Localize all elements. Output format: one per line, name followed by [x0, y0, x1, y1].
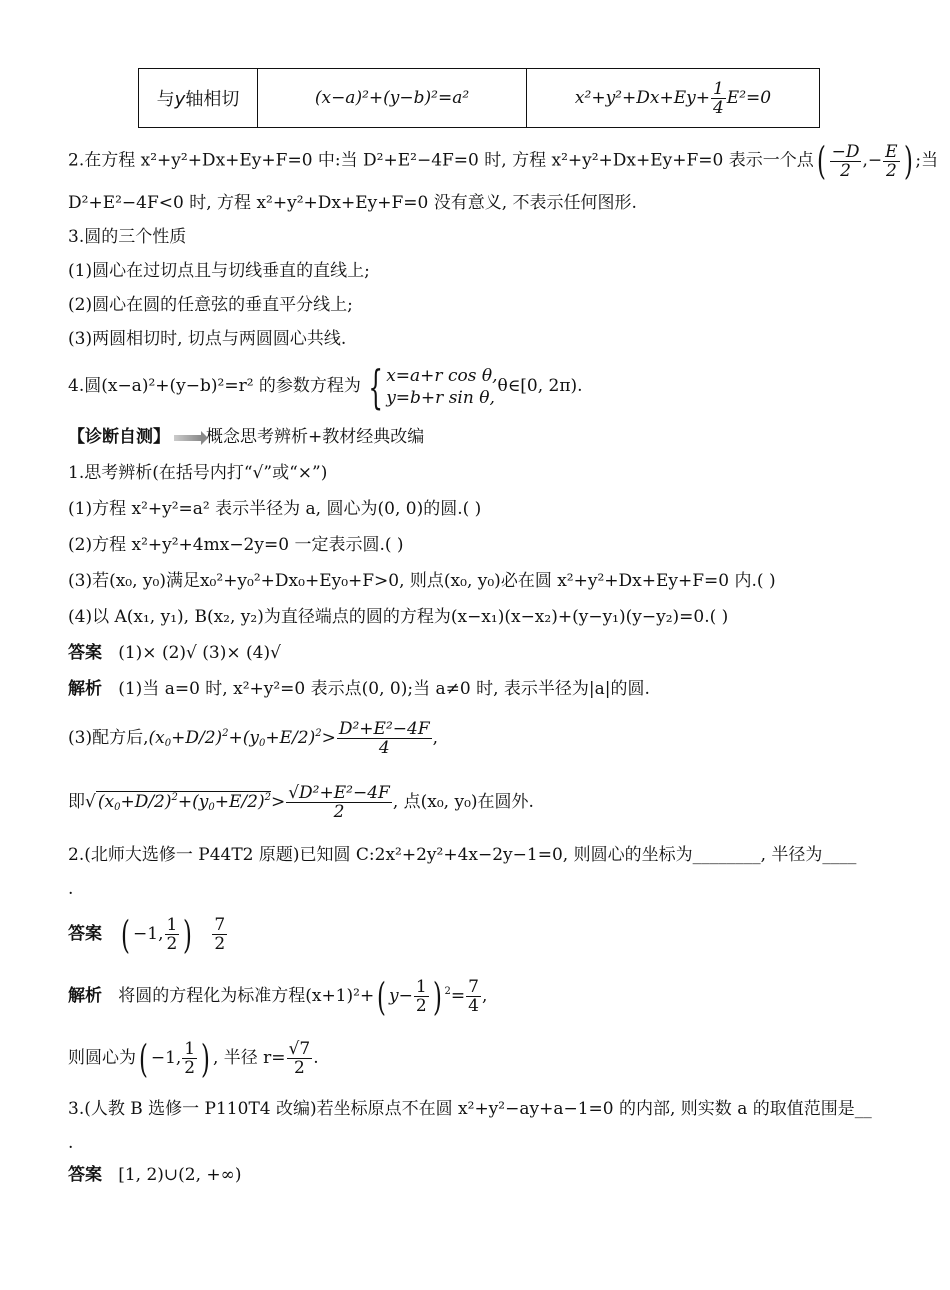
- para-3-title: 3.圆的三个性质: [68, 227, 187, 247]
- para-2-line1: [68, 139, 939, 183]
- p2-sep: ,−: [862, 150, 883, 171]
- q2-line2-mid: , 半径 r=: [212, 1048, 286, 1068]
- param-row-2: y=b+r sin θ,: [386, 387, 495, 408]
- q3-answer-text: [1, 2)∪(2, +∞): [118, 1165, 242, 1185]
- table-row: [139, 69, 820, 128]
- q1-analysis-3b-pre: 即: [68, 792, 85, 812]
- q3-dot: .: [68, 1133, 74, 1153]
- circle-equation-table: [138, 68, 820, 128]
- brace-icon: {: [368, 359, 383, 414]
- q1-analysis-3: (3)配方后$,(x_0+D/2)^2+(y_0+E/2)^2>$ $\frac{\text{D²+E²−4F}}{4}$ ,: [68, 719, 439, 758]
- q2-ans-frac: [165, 916, 180, 953]
- p2-line1-end: ;当: [915, 150, 939, 171]
- table-label-post: 轴相切: [185, 89, 240, 110]
- q1-analysis-3-num: D²+E²−4F: [338, 719, 430, 739]
- q2-analysis-rhs-num: 7: [468, 977, 479, 997]
- q2-analysis-rhs-den: 4: [468, 996, 479, 1016]
- q2-analysis-frac: [414, 978, 429, 1015]
- q2-line2-r-den: 2: [293, 1058, 305, 1078]
- q2-analysis-pre: 将圆的方程化为标准方程(x+1)²+: [118, 986, 375, 1006]
- table-standard-equation: [258, 69, 527, 128]
- q2-ans-r-den: 2: [214, 934, 226, 954]
- gen-eq-post: E²=0: [726, 87, 772, 108]
- answer-label: 答案: [68, 924, 102, 944]
- q2-line2-r-num: √7: [288, 1039, 311, 1059]
- p2-line1-text: 2.在方程 x²+y²+Dx+Ey+F=0 中:当 D²+E²−4F=0 时, 方程 x²+y²+Dx+Ey+F=0 表示一个点: [68, 150, 814, 171]
- std-eq-text: (x−a)²+(y−b)²=a²: [314, 88, 470, 108]
- q2-line2-frac: $\frac{1}{2}$: [184, 1039, 196, 1078]
- gen-eq-frac-num: 1: [712, 78, 724, 99]
- q1-analysis-3b-post: , 点(x₀, y₀)在圆外.: [392, 792, 534, 812]
- q1-analysis-3b: 即√ $(x_0+D/2)^2+(y_0+E/2)^2>$ $\frac{\text{√D²+E²−4F}}{2}$ , 点(x₀, y₀)在圆外.: [68, 783, 534, 822]
- q2-text: 2.(北师大选修一 P44T2 原题)已知圆 C:2x²+2y²+4x−2y−1=0, 则圆心的坐标为________, 半径为____: [68, 845, 857, 865]
- q2-ans-center: −1,: [133, 924, 164, 944]
- paren-right: ): [201, 1036, 210, 1081]
- arrow-icon: [174, 435, 202, 441]
- paren-right: ): [432, 974, 442, 1019]
- paren-left: (: [816, 139, 826, 183]
- paren-left: (: [138, 1036, 148, 1081]
- para-3-item-2: (2)圆心在圆的任意弦的垂直平分线上;: [68, 295, 353, 315]
- q1-analysis-3-pre: (3)配方后,: [68, 728, 149, 748]
- p2-frac1-num: −D: [831, 141, 860, 162]
- diagnostic-tag: 【诊断自测】: [68, 427, 170, 447]
- q1-analysis-1: [68, 678, 650, 700]
- p2-frac2-den: 2: [885, 160, 897, 181]
- answer-label: 答案: [68, 643, 102, 663]
- q2-analysis-frac-den: 2: [415, 996, 427, 1016]
- q1-statement-1: (1)方程 x²+y²=a² 表示半径为 a, 圆心为(0, 0)的圆.( ): [68, 499, 482, 519]
- q1-statement-2: (2)方程 x²+y²+4mx−2y=0 一定表示圆.( ): [68, 535, 404, 555]
- q1-answer-text: (1)× (2)√ (3)× (4)√: [118, 643, 281, 663]
- q2-line2-pre: 则圆心为: [68, 1048, 136, 1068]
- p4-pre: 4.圆(x−a)²+(y−b)²=r² 的参数方程为: [68, 376, 361, 396]
- para-3-item-1: (1)圆心在过切点且与切线垂直的直线上;: [68, 261, 370, 281]
- q1-analysis-1-text: (1)当 a=0 时, x²+y²=0 表示点(0, 0);当 a≠0 时, 表示半径为|a|的圆.: [118, 679, 650, 699]
- para-3-item-3: (3)两圆相切时, 切点与两圆圆心共线.: [68, 329, 347, 349]
- param-row-1: x=a+r cos θ,: [386, 365, 498, 386]
- p2-frac1: [830, 143, 862, 180]
- answer-label: 答案: [68, 1165, 102, 1185]
- q1-analysis-3-den: 4: [378, 738, 390, 758]
- q1-analysis-3b-den: 2: [333, 802, 345, 822]
- q2-analysis-rhs: [466, 978, 481, 1015]
- paren-right: ): [903, 139, 913, 183]
- table-label-var: y: [174, 89, 186, 110]
- q1-analysis-3b-num: √D²+E²−4F: [288, 783, 390, 803]
- q1-statement-3: (3)若(x₀, y₀)满足x₀²+y₀²+Dx₀+Ey₀+F>0, 则点(x₀, y₀)必在圆 x²+y²+Dx+Ey+F=0 内.( ): [68, 571, 776, 591]
- q2-ans-frac-den: 2: [166, 934, 178, 954]
- q2-dot: .: [68, 879, 74, 899]
- q1-analysis-3-frac: [337, 720, 432, 757]
- analysis-label: 解析: [68, 679, 102, 699]
- p2-frac1-den: 2: [840, 160, 851, 181]
- q3-answer: [68, 1164, 241, 1186]
- q1-title: 1.思考辨析(在括号内打“√”或“×”): [68, 463, 328, 483]
- q2-answer: [68, 910, 228, 958]
- q1-answer: [68, 642, 281, 664]
- p2-frac2-num: E: [885, 141, 898, 162]
- diagnostic-subtitle: 概念思考辨析+教材经典改编: [206, 427, 425, 447]
- q2-ans-r-num: 7: [214, 915, 226, 935]
- table-label-pre: 与: [156, 89, 175, 110]
- table-label-cell: [139, 69, 258, 128]
- paren-right: ): [183, 912, 193, 957]
- p2-frac2: [883, 143, 899, 180]
- q2-ans-radius: [212, 916, 227, 953]
- gen-eq-pre: x²+y²+Dx+Ey+: [574, 87, 710, 108]
- q2-analysis-frac-num: 1: [415, 977, 427, 997]
- param-system: [386, 365, 497, 409]
- p4-post: θ∈[0, 2π).: [497, 376, 583, 396]
- paren-left: (: [377, 974, 387, 1019]
- analysis-label: 解析: [68, 986, 102, 1006]
- q2-line2-r: [287, 1040, 313, 1077]
- q1-statement-4: (4)以 A(x₁, y₁), B(x₂, y₂)为直径端点的圆的方程为(x−x₁)(x−x₂)+(y−y₁)(y−y₂)=0.( ): [68, 607, 729, 627]
- paren-left: (: [121, 912, 131, 957]
- table-general-equation: [527, 69, 820, 128]
- gen-eq-frac-den: 4: [712, 97, 724, 118]
- q3-text: 3.(人教 B 选修一 P110T4 改编)若坐标原点不在圆 x²+y²−ay+a−1=0 的内部, 则实数 a 的取值范围是__: [68, 1099, 872, 1119]
- diagnostic-header: [68, 426, 424, 448]
- para-4: [68, 359, 583, 414]
- q2-ans-frac-num: 1: [166, 915, 178, 935]
- q2-analysis-line2: 则圆心为( −1, $\frac{1}{2}$ ) , 半径 r= $\frac{√7}{2}$ .: [68, 1036, 319, 1081]
- q2-analysis: 解析 将圆的方程化为标准方程(x+1)²+( y− $\frac{1}{2}$ ) $^2$= $\frac{7}{4}$ ,: [68, 974, 488, 1019]
- gen-eq-fraction: [711, 80, 726, 117]
- para-2-line2: D²+E²−4F<0 时, 方程 x²+y²+Dx+Ey+F=0 没有意义, 不表示任何图形.: [68, 193, 637, 213]
- q1-analysis-3-end: ,: [432, 728, 439, 748]
- q1-analysis-3b-frac: [286, 784, 392, 821]
